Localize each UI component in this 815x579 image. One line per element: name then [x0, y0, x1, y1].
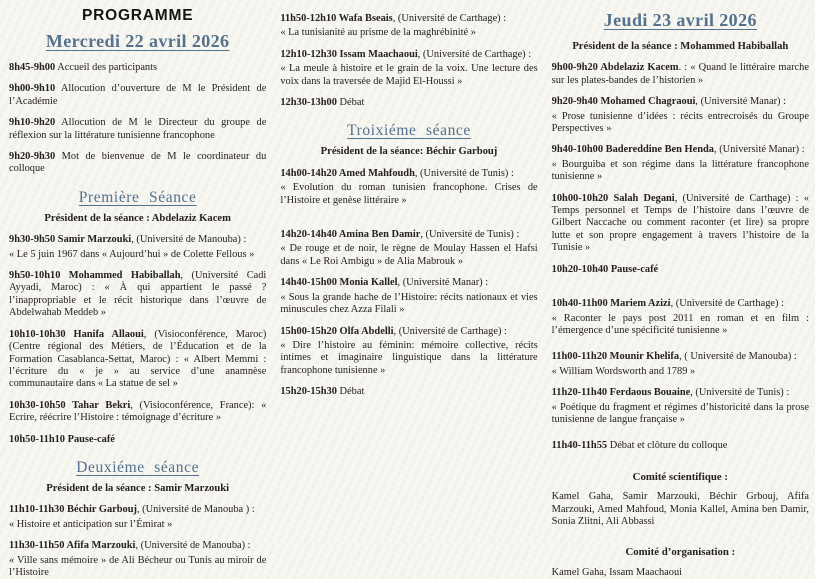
column-jeudi — [551, 4, 809, 578]
programme-entry: 8h45-9h00 Accueil des participants — [9, 62, 158, 73]
entry-time-speaker: 9h30-9h50 Samir Marzouki — [9, 234, 132, 246]
session-chair-label: Président de la séance : Mohammed Habiballah — [572, 41, 789, 52]
committee-heading: Comité scientifique : — [632, 470, 728, 483]
entry-time-speaker: 11h40-11h55 — [551, 440, 608, 452]
programme-entry: 14h20-14h40 Amina Ben Damir, (Université de Tunis) : — [280, 229, 520, 241]
talk-title: « Raconter le pays post 2011 en roman et en film : l’émergence d’une spécificité tunisienne » — [551, 312, 809, 336]
column-mercredi-apres-midi — [280, 4, 537, 543]
entry-time-speaker: 10h20-10h40 Pause-café — [551, 263, 659, 275]
programme-entry: 10h00-10h20 Salah Degani, (Université de Carthage) : « Temps personnel et Temps de l’histoire dans l’œuvre de Gilbert Naccache ou comment raconter (et lire) sa propre lutte et son propre engagement à travers l’histoire de la Tunisie » — [551, 192, 809, 254]
programme-entry: 14h00-14h20 Amed Mahfoudh, (Université de Tunis) : — [280, 167, 514, 179]
programme-entry: 11h30-11h50 Afifa Marzouki, (Université de Manouba) : — [9, 540, 251, 552]
programme-entry: 11h10-11h30 Béchir Garbouj, (Université de Manouba ) : — [9, 504, 255, 516]
session-heading: Troixiéme séance — [347, 122, 471, 140]
entry-time-speaker: 9h40-10h00 Badereddine Ben Henda — [551, 144, 714, 156]
entry-time-speaker: 15h20-15h30 — [280, 386, 337, 398]
talk-title: « La meule à histoire et le grain de la voix. Une lecture des voix dans la traversée de Majid El-Houssi » — [280, 63, 538, 87]
programme-entry: 14h40-15h00 Monia Kallel, (Université Manar) : — [280, 277, 489, 289]
column-mercredi-matin-blocks — [9, 31, 266, 579]
entry-time-speaker: 9h00-9h10 — [9, 83, 56, 95]
talk-title: « Evolution du roman tunisien francophone. Crises de l’Histoire et genèse littéraire » — [280, 182, 538, 206]
committee-heading: Comité d’organisation : — [625, 546, 736, 559]
entry-time-speaker: 11h00-11h20 Mounir Khelifa — [551, 351, 680, 363]
programme-entry: 15h20-15h30 Débat — [280, 386, 365, 398]
talk-title: « Poétique du fragment et régimes d’historicité dans la prose tunisienne de langue française » — [551, 401, 809, 425]
session-chair-label: Président de la séance : Samir Marzouki — [46, 482, 230, 494]
talk-title: « Histoire et anticipation sur l’Émirat » — [9, 518, 173, 530]
programme-entry: 10h40-11h00 Mariem Azizi, (Université de Carthage) : — [551, 298, 784, 310]
column-jeudi-blocks — [552, 10, 809, 579]
committee-names: Kamel Gaha, Issam Maachaoui — [551, 566, 683, 578]
programme-entry: 9h30-9h50 Samir Marzouki, (Université de Manouba) : — [9, 234, 247, 246]
session-chair-label: Président de la séance: Béchir Garbouj — [320, 146, 498, 158]
talk-title: « Ville sans mémoire » de Ali Bécheur ou Tunis au miroir de l’Histoire — [9, 554, 267, 578]
entry-time-speaker: 11h20-11h40 Ferdaous Bouaine — [551, 387, 691, 399]
talk-title: « Bourguiba et son régime dans la littérature francophone tunisienne » — [551, 158, 809, 183]
session-chair-label: Président de la séance : Abdelaziz Kacem — [44, 212, 231, 224]
programme-entry: 12h30-13h00 Débat — [280, 97, 365, 109]
talk-title: « De rouge et de noir, le règne de Moulay Hassen el Hafsi dans « Le Roi Ambigu » de Alia Mabrouk » — [280, 243, 538, 267]
entry-time-speaker: 14h20-14h40 Amina Ben Damir — [280, 229, 421, 241]
session-heading: Deuxiéme séance — [76, 458, 200, 476]
programme-entry — [552, 264, 809, 276]
entry-time-speaker: 15h00-15h20 Olfa Abdelli — [280, 325, 394, 337]
entry-time-speaker: 9h20-9h40 Mohamed Chagraoui — [551, 96, 696, 108]
entry-time-speaker: 9h50-10h10 Mohammed Habiballah — [9, 270, 181, 282]
programme-entry: 11h20-11h40 Ferdaous Bouaine, (Université de Tunis) : — [551, 387, 790, 399]
day-heading: Mercredi 22 avril 2026 — [45, 31, 230, 51]
programme-entry: 9h10-9h20 Allocution de M le Directeur du groupe de réflexion sur la littérature tunisienne francophone — [9, 117, 267, 141]
programme-entry: 11h50-12h10 Wafa Bseais, (Université de Carthage) : — [280, 13, 507, 24]
entry-time-speaker: 11h30-11h50 Afifa Marzouki — [9, 540, 136, 552]
programme-entry: 9h40-10h00 Badereddine Ben Henda, (Université Manar) : — [551, 144, 805, 156]
talk-title: « Dire l’histoire au féminin: mémoire collective, récits intimes et imaginaire linguistique dans la littérature francophone tunisienne » — [280, 339, 538, 376]
entry-time-speaker: 10h50-11h10 Pause-café — [9, 433, 115, 445]
talk-title: « William Wordsworth and 1789 » — [551, 365, 696, 377]
talk-title: « La tunisianité au prisme de la maghrébinité » — [280, 27, 476, 39]
programme-entry: 9h20-9h30 Mot de bienvenue de M le coordinateur du colloque — [9, 151, 267, 175]
entry-time-speaker: 14h00-14h20 Amed Mahfoudh — [280, 167, 415, 179]
talk-title: « Sous la grande hache de l’Histoire: récits nationaux et vies minuscules chez Azza Filali » — [280, 291, 538, 316]
entry-time-speaker: 9h00-9h20 Abdelaziz Kacem — [551, 62, 679, 74]
talk-title: « Prose tunisienne d’idées : récits entrecroisés du Groupe Perspectives » — [551, 110, 809, 135]
column-mercredi-apres-midi-blocks — [280, 13, 537, 399]
programme-entry: 10h10-10h30 Hanifa Allaoui, (Visioconférence, Maroc) (Centre régional des Métiers, de l’Éducation et de la Formation Casablanca-Settat, Maroc) : « Albert Memmi : l’écriture du « je » au service d’une anamnèse communautaire dans « La statue de sel » — [9, 328, 267, 390]
talk-title: « Le 5 juin 1967 dans « Aujourd’hui » de Colette Fellous » — [9, 248, 255, 260]
programme-entry: 15h00-15h20 Olfa Abdelli, (Université de Carthage) : — [280, 325, 507, 337]
entry-time-speaker: 12h30-13h00 — [280, 97, 337, 109]
programme-entry: 12h10-12h30 Issam Maachaoui, (Université de Carthage) : — [280, 48, 532, 60]
entry-time-speaker: 14h40-15h00 Monia Kallel — [280, 277, 398, 289]
entry-time-speaker: 10h10-10h30 Hanifa Allaoui — [9, 328, 144, 340]
session-heading: Première Séance — [78, 188, 197, 206]
programme-entry: 9h50-10h10 Mohammed Habiballah, (Université Cadi Ayyadi, Maroc) : « À qui appartient le passé ? l’inappropriable et le récit historique dans l’œuvre de Abdelwahab Meddeb » — [9, 270, 267, 319]
entry-time-speaker: 8h45-9h00 — [9, 62, 56, 73]
programme-entry: 10h30-10h50 Tahar Bekri, (Visioconférence, France): « Ecrire, réécrire l’Histoire : témoignage d’écriture » — [9, 399, 267, 424]
programme-entry: 9h00-9h10 Allocution d’ouverture de M le Président de l’Académie — [9, 83, 267, 107]
programme-entry: 11h40-11h55 Débat et clôture du colloque — [551, 440, 728, 452]
programme-entry: 9h00-9h20 Abdelaziz Kacem. : « Quand le littéraire marche sur les plates-bandes de l’historien » — [551, 62, 809, 86]
programme-entry — [9, 434, 266, 446]
day-heading: Jeudi 23 avril 2026 — [603, 10, 757, 30]
entry-time-speaker: 9h20-9h30 — [9, 151, 56, 163]
entry-time-speaker: 12h10-12h30 Issam Maachaoui — [280, 48, 418, 60]
entry-time-speaker: 10h30-10h50 Tahar Bekri — [9, 399, 131, 411]
entry-time-speaker: 11h10-11h30 Béchir Garbouj — [9, 504, 137, 516]
entry-time-speaker: 11h50-12h10 Wafa Bseais — [280, 13, 393, 24]
column-mercredi-matin — [9, 4, 267, 578]
programme-entry: 11h00-11h20 Mounir Khelifa, ( Université de Manouba) : — [551, 351, 797, 363]
committee-names: Kamel Gaha, Samir Marzouki, Béchir Grbouj, Afifa Marzouki, Amed Mahfoud, Monia Kallel, Amina ben Damir, Sonia Zlitni, Ali Abbassi — [551, 491, 809, 527]
entry-time-speaker: 10h40-11h00 Mariem Azizi — [551, 298, 671, 310]
page-title: PROGRAMME — [81, 7, 194, 24]
programme-entry: 9h20-9h40 Mohamed Chagraoui, (Université Manar) : — [551, 96, 787, 108]
entry-time-speaker: 10h00-10h20 Salah Degani — [551, 192, 675, 204]
entry-time-speaker: 9h10-9h20 — [9, 117, 56, 129]
